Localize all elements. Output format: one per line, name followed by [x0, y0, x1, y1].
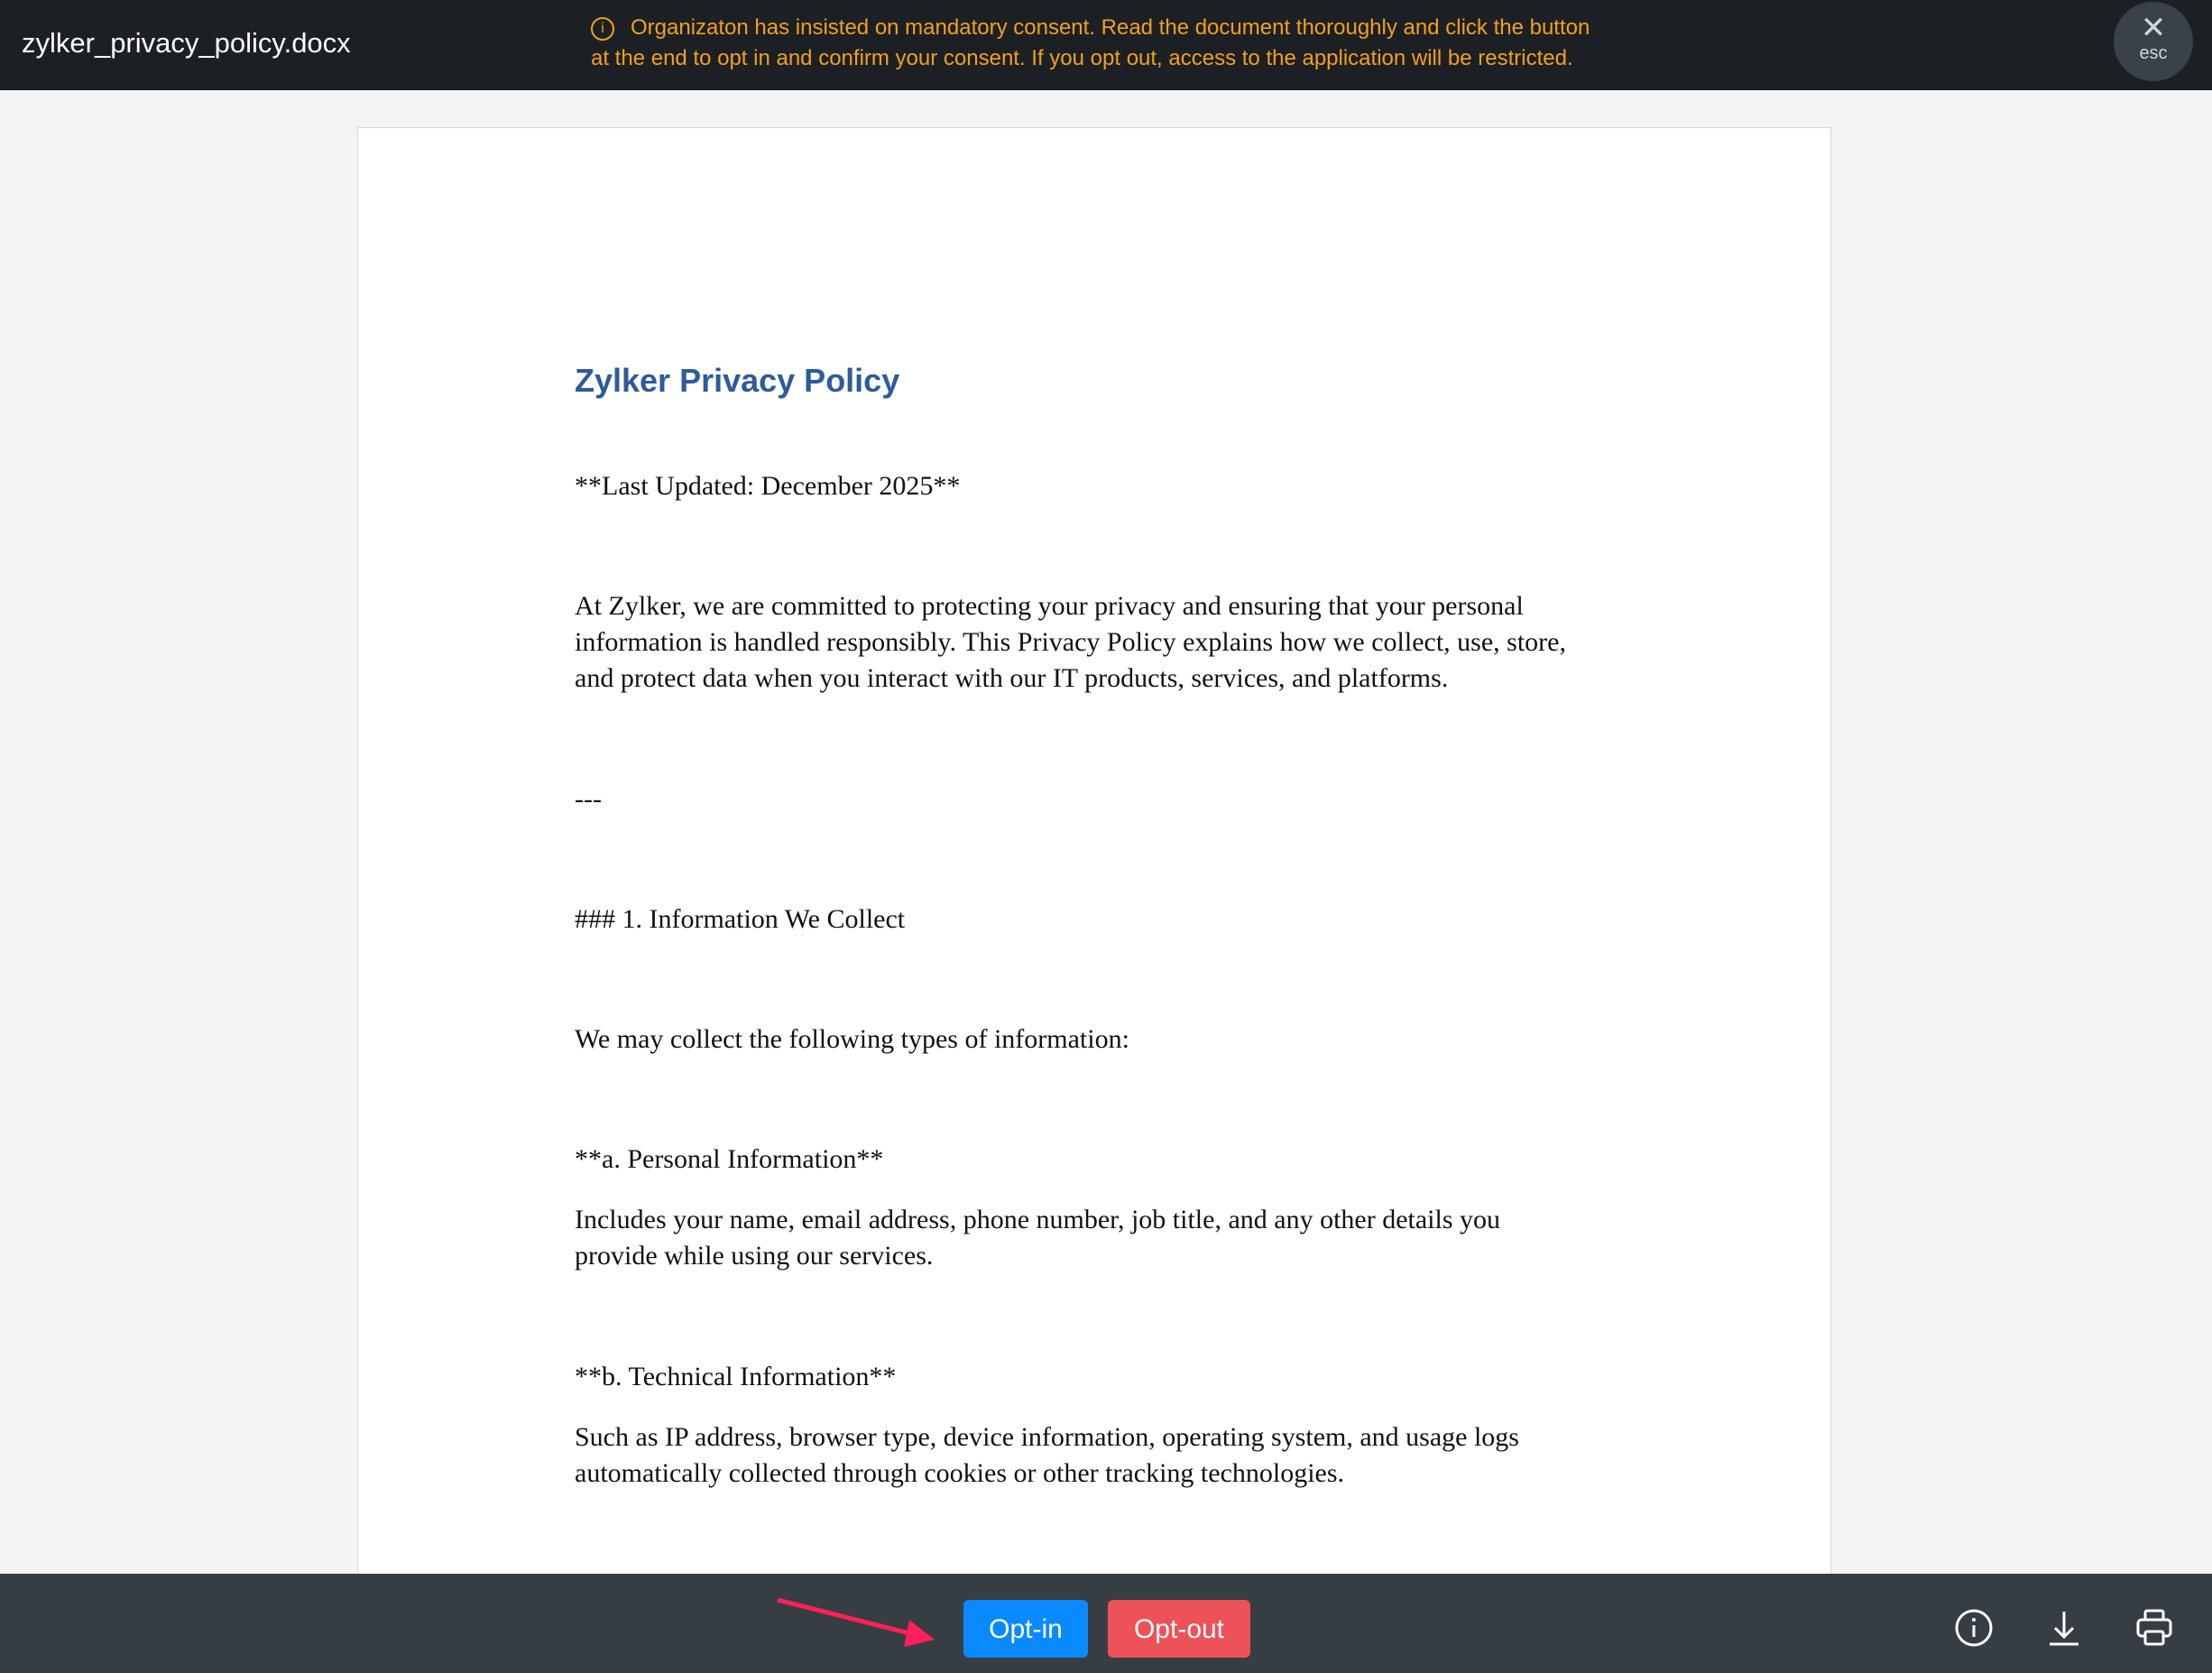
print-icon[interactable]	[2134, 1608, 2174, 1648]
separator: ---	[575, 784, 602, 814]
info-icon: i	[591, 17, 614, 41]
text-line: information is handled responsibly. This Privacy Policy explains how we collect, use, store,	[575, 627, 1566, 657]
arrow-pointer-icon	[776, 1596, 938, 1650]
text-line: At Zylker, we are committed to protecting your privacy and ensuring that your personal	[575, 591, 1524, 621]
text-line: and protect data when you interact with our IT products, services, and platforms.	[575, 663, 1449, 693]
top-bar	[0, 0, 2212, 90]
info-icon[interactable]	[1954, 1608, 1994, 1648]
file-name: zylker_privacy_policy.docx	[22, 27, 351, 59]
notice-line: Organizaton has insisted on mandatory consent. Read the document thoroughly and click the button	[631, 15, 1590, 40]
section-heading: ### 1. Information We Collect	[575, 904, 906, 934]
consent-notice	[591, 13, 1590, 74]
download-icon[interactable]	[2044, 1608, 2084, 1648]
text-line: provide while using our services.	[575, 1241, 934, 1271]
close-icon: ✕	[2140, 11, 2167, 45]
personal-info-body	[575, 1202, 1500, 1274]
collect-intro: We may collect the following types of information:	[575, 1024, 1129, 1054]
technical-info-heading: **b. Technical Information**	[575, 1362, 897, 1391]
opt-in-button[interactable]: Opt-in	[963, 1600, 1088, 1658]
close-label: esc	[2139, 43, 2168, 63]
text-line: automatically collected through cookies or other tracking technologies.	[575, 1458, 1345, 1488]
action-bar	[0, 1574, 2212, 1673]
opt-out-button[interactable]: Opt-out	[1108, 1600, 1250, 1658]
personal-info-heading: **a. Personal Information**	[575, 1144, 884, 1174]
close-button[interactable]	[2114, 2, 2193, 81]
document-title: Zylker Privacy Policy	[575, 362, 900, 399]
text-line: Includes your name, email address, phone number, job title, and any other details you	[575, 1205, 1501, 1234]
last-updated: **Last Updated: December 2025**	[575, 471, 961, 501]
document-page	[357, 127, 1831, 1663]
notice-line: at the end to opt in and confirm your consent. If you opt out, access to the application will be restricted.	[591, 46, 1573, 70]
text-line: Such as IP address, browser type, device information, operating system, and usage logs	[575, 1422, 1519, 1452]
technical-info-body	[575, 1419, 1519, 1492]
intro-paragraph	[575, 588, 1566, 697]
